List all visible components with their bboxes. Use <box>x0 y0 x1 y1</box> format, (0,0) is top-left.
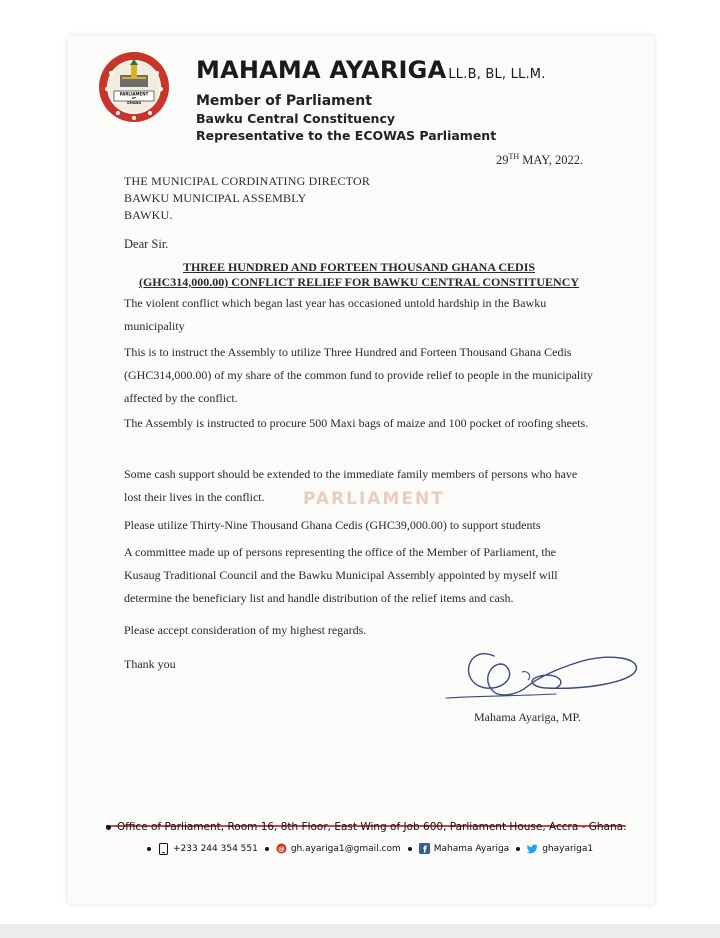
seal-text: PARLIAMENT <box>119 91 149 97</box>
seal-text: GHANA <box>126 101 142 105</box>
facebook-handle[interactable]: Mahama Ayariga <box>433 843 510 854</box>
mp-constituency: Bawku Central Constituency <box>196 111 396 126</box>
mp-name: MAHAMA AYARIGA LL.B, BL, LL.M. <box>196 56 546 84</box>
email-icon <box>276 843 287 854</box>
bullet <box>147 847 151 851</box>
bullet <box>516 847 520 851</box>
body-paragraph: A committee made up of persons representing the office of the Member of Parliament, the Kusaug Traditional Council and the Bawku Municipal Assembly appointed by myself will determine the beneficiary list and handle distribution of the relief items and cash. <box>124 545 558 605</box>
viewer-bottom-bar <box>0 924 720 938</box>
body-paragraph: This is to instruct the Assembly to utilize Three Hundred and Forteen Thousand Ghana Cedis (GHC314,000.00) of my share of the common fund to provide relief to people in the municipality affected by the conflict. <box>124 345 593 405</box>
phone-icon <box>158 843 169 854</box>
svg-text:f: f <box>422 845 427 854</box>
bullet <box>265 847 269 851</box>
closing-line: Please accept consideration of my highest regards. <box>124 623 367 637</box>
recipient-line: THE MUNICIPAL CORDINATING DIRECTOR <box>124 174 371 188</box>
signatory-name: Mahama Ayariga, MP. <box>474 710 581 724</box>
seal-text: OF <box>131 96 137 100</box>
email-address[interactable]: gh.ayariga1@gmail.com <box>290 843 401 854</box>
mp-qualifications: LL.B, BL, LL.M. <box>448 67 546 82</box>
bullet <box>408 847 412 851</box>
letter-page <box>68 36 654 904</box>
body-paragraph: The Assembly is instructed to procure 500 Maxi bags of maize and 100 pocket of roofing sheets. <box>124 416 589 430</box>
subject-line: (GHC314,000.00) CONFLICT RELIEF FOR BAWKU CENTRAL CONSTITUENCY <box>138 275 580 289</box>
parliament-seal-icon <box>98 51 170 123</box>
twitter-handle[interactable]: ghayariga1 <box>542 843 594 854</box>
footer-contacts <box>144 843 593 854</box>
body-paragraph: The violent conflict which began last year has occasioned untold hardship in the Bawku municipality <box>124 296 547 333</box>
recipient-line: BAWKU. <box>124 208 173 222</box>
mp-role: Member of Parliament <box>196 93 372 109</box>
letter-date: 29TH MAY, 2022. <box>496 152 584 168</box>
svg-text:@: @ <box>278 844 285 853</box>
mp-ecowas-role: Representative to the ECOWAS Parliament <box>196 128 497 143</box>
watermark: PARLIAMENT <box>303 489 445 509</box>
salutation: Dear Sir. <box>124 237 169 251</box>
footer-office-address: Office of Parliament, Room 16, 8th Floor, East Wing of Job 600, Parliament House, Accra - Ghana. <box>106 821 626 833</box>
subject-line: THREE HUNDRED AND FORTEEN THOUSAND GHANA CEDIS <box>182 260 536 274</box>
signature-mark <box>436 636 646 711</box>
phone-number[interactable]: +233 244 354 551 <box>173 843 258 854</box>
body-paragraph: Some cash support should be extended to the immediate family members of persons who have lost their lives in the conflict. <box>124 467 578 504</box>
twitter-icon <box>527 843 538 854</box>
body-paragraph: Please utilize Thirty-Nine Thousand Ghana Cedis (GHC39,000.00) to support students <box>124 518 541 532</box>
facebook-icon <box>419 843 430 854</box>
recipient-line: BAWKU MUNICIPAL ASSEMBLY <box>124 191 307 205</box>
closing-line: Thank you <box>124 657 176 671</box>
